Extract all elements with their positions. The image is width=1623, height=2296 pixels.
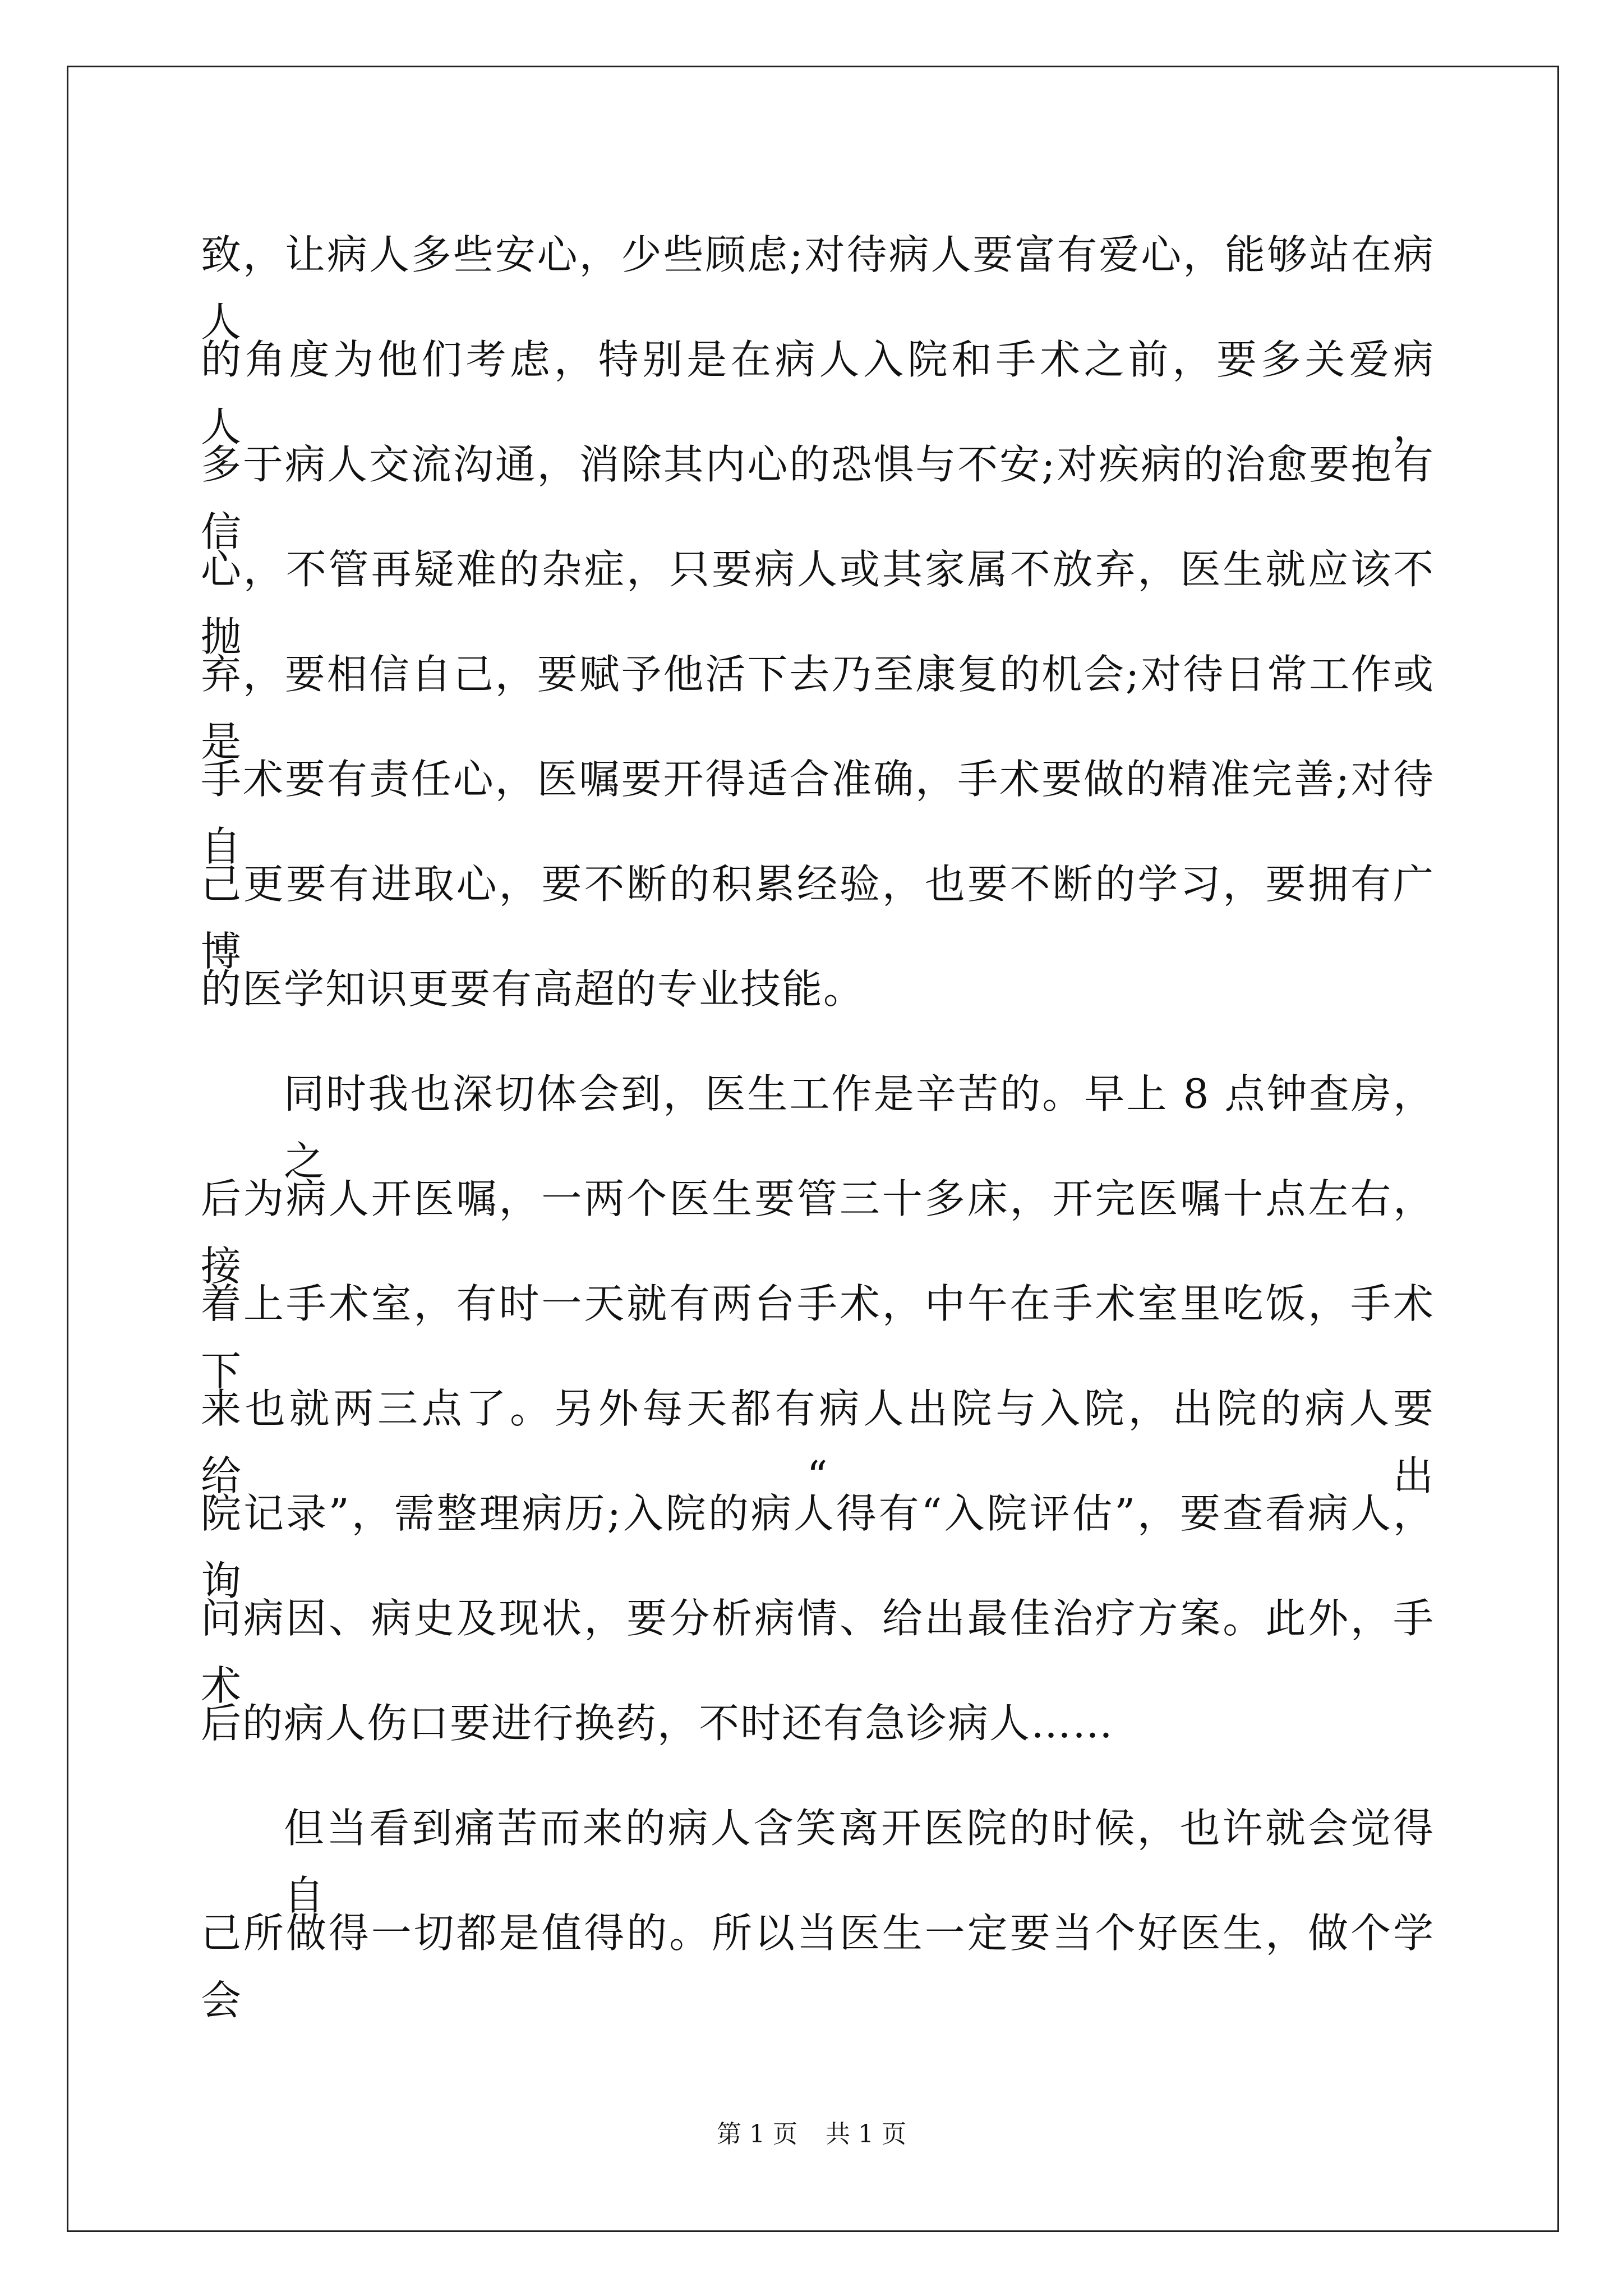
page-footer	[0, 2118, 1623, 2151]
text-line: 后的病人伤口要进行换药，不时还有急诊病人……	[201, 1700, 1114, 1747]
text-line: 着上手术室，有时一天就有两台手术，中午在手术室里吃饭，手术下	[201, 1280, 1435, 1395]
text-line: 问病因、病史及现状，要分析病情、给出最佳治疗方案。此外，手术	[201, 1595, 1435, 1709]
text-line: 心，不管再疑难的杂症，只要病人或其家属不放弃，医生就应该不抛	[201, 546, 1435, 660]
total-pages: 共 1 页	[826, 2120, 906, 2148]
text-line: 手术要有责任心，医嘱要开得适合准确，手术要做的精准完善;对待自	[201, 756, 1435, 870]
text-line: 己所做得一切都是值得的。所以当医生一定要当个好医生，做个学会	[201, 1910, 1435, 2024]
text-line: 弃，要相信自己，要赋予他活下去乃至康复的机会;对待日常工作或是	[201, 651, 1435, 765]
page-number: 第 1 页	[717, 2120, 797, 2148]
text-line: 多于病人交流沟通，消除其内心的恐惧与不安;对疾病的治愈要抱有信	[201, 441, 1435, 555]
text-line: 院记录”，需整理病历;入院的病人得有“入院评估”，要查看病人，询	[201, 1490, 1435, 1604]
text-line: 来也就两三点了。另外每天都有病人出院与入院，出院的病人要给“出	[201, 1385, 1435, 1499]
text-line: 但当看到痛苦而来的病人含笑离开医院的时候，也许就会觉得自	[284, 1805, 1435, 1919]
text-line: 的角度为他们考虑，特别是在病人入院和手术之前，要多关爱病人，	[201, 336, 1435, 450]
text-line: 致，让病人多些安心，少些顾虑;对待病人要富有爱心，能够站在病人	[201, 231, 1435, 346]
text-line: 的医学知识更要有高超的专业技能。	[201, 965, 865, 1013]
text-line: 同时我也深切体会到，医生工作是辛苦的。早上 8 点钟查房，之	[284, 1070, 1435, 1185]
text-line: 后为病人开医嘱，一两个医生要管三十多床，开完医嘱十点左右，接	[201, 1175, 1435, 1290]
text-line: 己更要有进取心，要不断的积累经验，也要不断的学习，要拥有广博	[201, 861, 1435, 975]
